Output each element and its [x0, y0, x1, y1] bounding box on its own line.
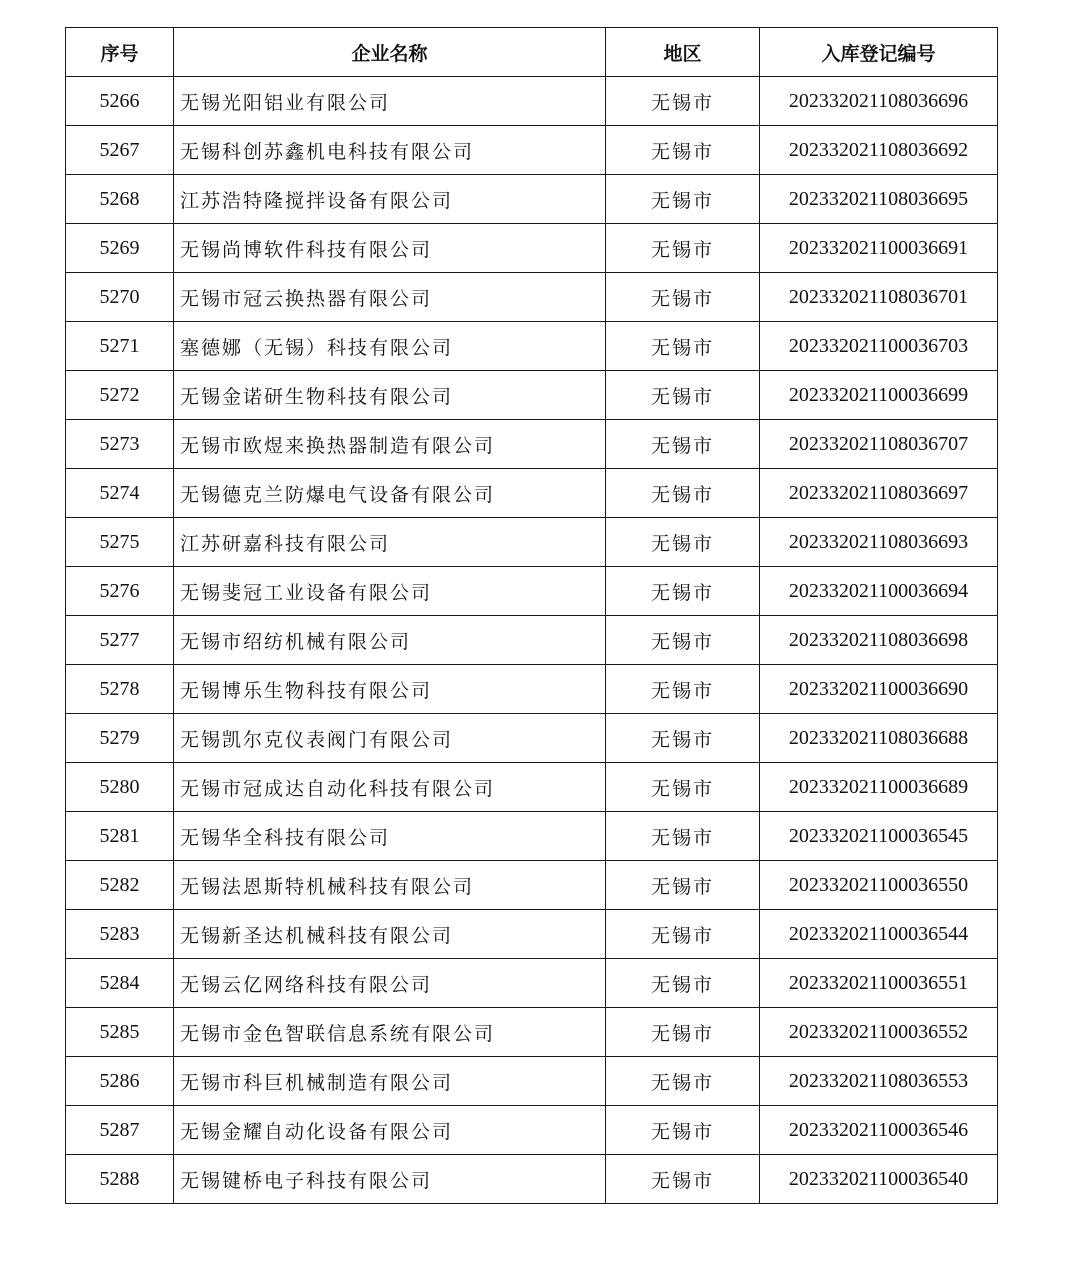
- row-registration-code-cell: 202332021100036703: [760, 322, 998, 371]
- row-region-cell: 无锡市: [606, 322, 760, 371]
- table-header-row: [66, 28, 998, 77]
- header-name: 企业名称: [174, 28, 606, 77]
- row-seq-cell: 5283: [66, 910, 174, 959]
- row-registration-code-cell: 202332021100036552: [760, 1008, 998, 1057]
- row-registration-code-cell: 202332021108036698: [760, 616, 998, 665]
- row-company-name-cell: 无锡斐冠工业设备有限公司: [174, 567, 606, 616]
- row-company-name-cell: 无锡市金色智联信息系统有限公司: [174, 1008, 606, 1057]
- row-region-cell: 无锡市: [606, 126, 760, 175]
- table-row: [66, 812, 998, 861]
- row-seq-cell: 5284: [66, 959, 174, 1008]
- row-registration-code-cell: 202332021108036692: [760, 126, 998, 175]
- row-registration-code-cell: 202332021100036551: [760, 959, 998, 1008]
- table-row: [66, 861, 998, 910]
- row-region-cell: 无锡市: [606, 1155, 760, 1204]
- row-seq-cell: 5286: [66, 1057, 174, 1106]
- row-registration-code-cell: 202332021100036540: [760, 1155, 998, 1204]
- table-row: [66, 616, 998, 665]
- table-row: [66, 1057, 998, 1106]
- row-seq-cell: 5278: [66, 665, 174, 714]
- row-registration-code-cell: 202332021108036553: [760, 1057, 998, 1106]
- row-company-name-cell: 无锡华全科技有限公司: [174, 812, 606, 861]
- row-region-cell: 无锡市: [606, 616, 760, 665]
- row-seq-cell: 5274: [66, 469, 174, 518]
- row-company-name-cell: 无锡金诺研生物科技有限公司: [174, 371, 606, 420]
- row-region-cell: 无锡市: [606, 77, 760, 126]
- row-registration-code-cell: 202332021108036707: [760, 420, 998, 469]
- row-registration-code-cell: 202332021100036691: [760, 224, 998, 273]
- row-region-cell: 无锡市: [606, 371, 760, 420]
- row-region-cell: 无锡市: [606, 910, 760, 959]
- row-seq-cell: 5279: [66, 714, 174, 763]
- row-region-cell: 无锡市: [606, 518, 760, 567]
- row-registration-code-cell: 202332021100036544: [760, 910, 998, 959]
- row-seq-cell: 5266: [66, 77, 174, 126]
- row-seq-cell: 5271: [66, 322, 174, 371]
- row-company-name-cell: 江苏研嘉科技有限公司: [174, 518, 606, 567]
- row-region-cell: 无锡市: [606, 1106, 760, 1155]
- row-region-cell: 无锡市: [606, 665, 760, 714]
- row-company-name-cell: 无锡德克兰防爆电气设备有限公司: [174, 469, 606, 518]
- row-region-cell: 无锡市: [606, 420, 760, 469]
- row-registration-code-cell: 202332021100036699: [760, 371, 998, 420]
- row-seq-cell: 5281: [66, 812, 174, 861]
- row-company-name-cell: 无锡光阳铝业有限公司: [174, 77, 606, 126]
- row-registration-code-cell: 202332021108036696: [760, 77, 998, 126]
- row-region-cell: 无锡市: [606, 469, 760, 518]
- table-row: [66, 518, 998, 567]
- row-registration-code-cell: 202332021100036689: [760, 763, 998, 812]
- row-registration-code-cell: 202332021100036694: [760, 567, 998, 616]
- row-company-name-cell: 江苏浩特隆搅拌设备有限公司: [174, 175, 606, 224]
- row-company-name-cell: 无锡尚博软件科技有限公司: [174, 224, 606, 273]
- row-seq-cell: 5269: [66, 224, 174, 273]
- table-row: [66, 224, 998, 273]
- table-row: [66, 175, 998, 224]
- row-company-name-cell: 无锡新圣达机械科技有限公司: [174, 910, 606, 959]
- row-company-name-cell: 无锡市科巨机械制造有限公司: [174, 1057, 606, 1106]
- row-company-name-cell: 无锡云亿网络科技有限公司: [174, 959, 606, 1008]
- row-seq-cell: 5287: [66, 1106, 174, 1155]
- table-header: [66, 28, 998, 77]
- row-seq-cell: 5270: [66, 273, 174, 322]
- row-company-name-cell: 无锡博乐生物科技有限公司: [174, 665, 606, 714]
- table-row: [66, 959, 998, 1008]
- row-registration-code-cell: 202332021108036688: [760, 714, 998, 763]
- row-company-name-cell: 无锡市冠成达自动化科技有限公司: [174, 763, 606, 812]
- row-seq-cell: 5276: [66, 567, 174, 616]
- row-seq-cell: 5272: [66, 371, 174, 420]
- row-seq-cell: 5282: [66, 861, 174, 910]
- row-region-cell: 无锡市: [606, 812, 760, 861]
- row-company-name-cell: 无锡市欧煜来换热器制造有限公司: [174, 420, 606, 469]
- row-company-name-cell: 无锡市冠云换热器有限公司: [174, 273, 606, 322]
- table-row: [66, 1155, 998, 1204]
- row-region-cell: 无锡市: [606, 861, 760, 910]
- row-registration-code-cell: 202332021100036550: [760, 861, 998, 910]
- table-row: [66, 420, 998, 469]
- row-company-name-cell: 无锡科创苏鑫机电科技有限公司: [174, 126, 606, 175]
- table-row: [66, 665, 998, 714]
- header-code: 入库登记编号: [760, 28, 998, 77]
- row-registration-code-cell: 202332021100036690: [760, 665, 998, 714]
- row-registration-code-cell: 202332021108036697: [760, 469, 998, 518]
- enterprise-table: [65, 27, 998, 1204]
- header-seq: 序号: [66, 28, 174, 77]
- row-company-name-cell: 无锡法恩斯特机械科技有限公司: [174, 861, 606, 910]
- table-row: [66, 126, 998, 175]
- row-company-name-cell: 无锡键桥电子科技有限公司: [174, 1155, 606, 1204]
- row-region-cell: 无锡市: [606, 1057, 760, 1106]
- table-row: [66, 567, 998, 616]
- row-seq-cell: 5280: [66, 763, 174, 812]
- row-registration-code-cell: 202332021100036546: [760, 1106, 998, 1155]
- table-row: [66, 910, 998, 959]
- row-registration-code-cell: 202332021100036545: [760, 812, 998, 861]
- row-company-name-cell: 无锡凯尔克仪表阀门有限公司: [174, 714, 606, 763]
- row-region-cell: 无锡市: [606, 1008, 760, 1057]
- row-seq-cell: 5275: [66, 518, 174, 567]
- row-seq-cell: 5273: [66, 420, 174, 469]
- table-row: [66, 1008, 998, 1057]
- table-row: [66, 714, 998, 763]
- row-seq-cell: 5267: [66, 126, 174, 175]
- row-region-cell: 无锡市: [606, 959, 760, 1008]
- header-region: 地区: [606, 28, 760, 77]
- row-company-name-cell: 无锡金耀自动化设备有限公司: [174, 1106, 606, 1155]
- table-row: [66, 77, 998, 126]
- table-row: [66, 1106, 998, 1155]
- table-row: [66, 322, 998, 371]
- row-region-cell: 无锡市: [606, 567, 760, 616]
- row-region-cell: 无锡市: [606, 714, 760, 763]
- table-body: [66, 77, 998, 1204]
- row-registration-code-cell: 202332021108036701: [760, 273, 998, 322]
- table-row: [66, 273, 998, 322]
- row-seq-cell: 5288: [66, 1155, 174, 1204]
- table-row: [66, 371, 998, 420]
- table-row: [66, 469, 998, 518]
- row-region-cell: 无锡市: [606, 273, 760, 322]
- row-seq-cell: 5285: [66, 1008, 174, 1057]
- row-company-name-cell: 塞德娜（无锡）科技有限公司: [174, 322, 606, 371]
- row-registration-code-cell: 202332021108036693: [760, 518, 998, 567]
- row-company-name-cell: 无锡市绍纺机械有限公司: [174, 616, 606, 665]
- row-seq-cell: 5277: [66, 616, 174, 665]
- table-row: [66, 763, 998, 812]
- row-registration-code-cell: 202332021108036695: [760, 175, 998, 224]
- row-region-cell: 无锡市: [606, 175, 760, 224]
- row-region-cell: 无锡市: [606, 763, 760, 812]
- row-seq-cell: 5268: [66, 175, 174, 224]
- row-region-cell: 无锡市: [606, 224, 760, 273]
